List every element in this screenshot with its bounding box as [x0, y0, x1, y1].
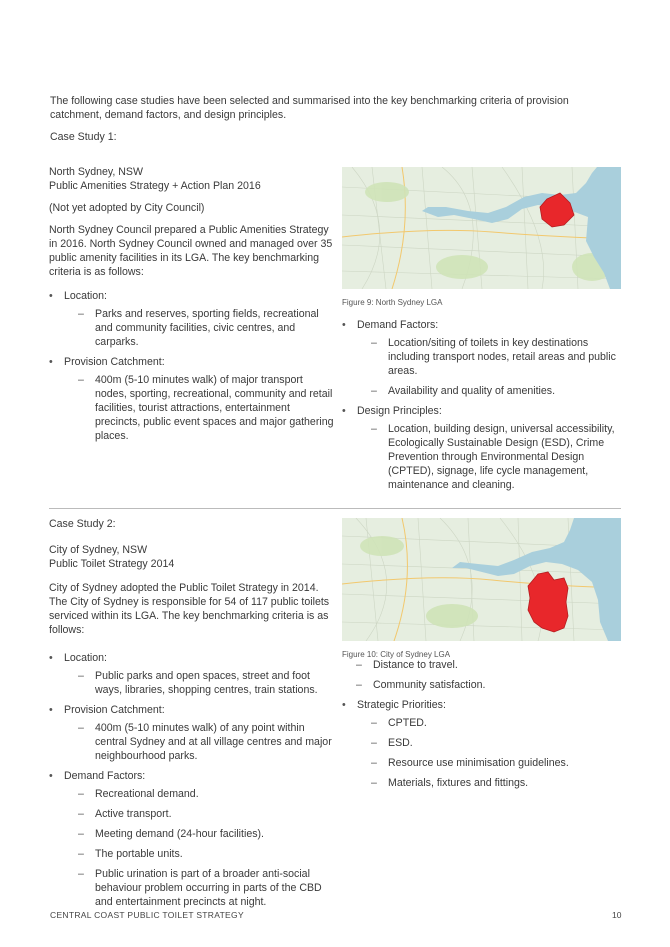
case-1-demand-label: Demand Factors:	[357, 319, 439, 331]
case-2-strategic-criterion	[342, 698, 627, 790]
list-item: – CPTED.	[357, 716, 627, 730]
case-1-location-criterion	[49, 289, 334, 349]
page-number: 10	[612, 910, 622, 920]
case-1-design-label: Design Principles:	[357, 405, 442, 417]
case-1-catchment-criterion	[49, 355, 334, 443]
case-2-catchment-criterion	[49, 703, 334, 763]
case-2-catchment-items	[64, 721, 334, 763]
list-item: – 400m (5-10 minutes walk) of major transport nodes, sporting, recreational, community and retail facilities, tourist attractions, entertainment precincts, public event spaces and major gathering places.	[64, 373, 334, 443]
figure-10-caption: Figure 10: City of Sydney LGA	[342, 650, 451, 659]
case-2-strategic-label: Strategic Priorities:	[357, 699, 446, 711]
case-2-location-criterion	[49, 651, 334, 697]
case-2-criteria-list	[49, 651, 334, 909]
list-item: – Public urination is part of a broader anti-social behaviour problem occurring in parts of the CBD and entertainment precincts at night.	[64, 867, 334, 909]
case-2-title: Public Toilet Strategy 2014	[49, 558, 175, 570]
case-1-demand-items	[357, 336, 627, 398]
case-study-1-right-column	[342, 318, 627, 498]
list-item: – Availability and quality of amenities.	[357, 384, 627, 398]
case-1-location-label: Location:	[64, 290, 107, 302]
case-study-2-left-column	[49, 517, 334, 915]
case-1-location-line: North Sydney, NSW	[49, 166, 143, 178]
list-item: – Community satisfaction.	[342, 678, 627, 692]
north-sydney-lga-map	[342, 167, 621, 289]
case-2-location-label: Location:	[64, 652, 107, 664]
case-2-catchment-label: Provision Catchment:	[64, 704, 165, 716]
section-divider	[49, 508, 621, 509]
case-study-1-heading: Case Study 1:	[50, 131, 117, 143]
case-study-2-right-column	[342, 658, 627, 796]
case-1-criteria-list	[49, 289, 334, 443]
case-2-demand-items-cont	[342, 658, 627, 692]
case-2-demand-criterion	[49, 769, 334, 909]
case-2-demand-items	[64, 787, 334, 909]
list-item: – Resource use minimisation guidelines.	[357, 756, 627, 770]
case-2-strategic-items	[357, 716, 627, 790]
case-2-demand-label: Demand Factors:	[64, 770, 146, 782]
case-1-design-items	[357, 422, 627, 492]
city-of-sydney-lga-map	[342, 518, 621, 641]
list-item: – ESD.	[357, 736, 627, 750]
intro-text: The following case studies have been selected and summarised into the key benchmarking criteria of provision catchment, demand factors, and design principles.	[50, 95, 569, 121]
list-item: – Meeting demand (24-hour facilities).	[64, 827, 334, 841]
list-item: – Recreational demand.	[64, 787, 334, 801]
list-item: – Location, building design, universal accessibility, Ecologically Sustainable Design (ESD), Crime Prevention through Environmental Design (CPTED), signage, life cycle management, maintenance and cleaning.	[357, 422, 627, 492]
case-1-design-criterion	[342, 404, 627, 492]
list-item: – The portable units.	[64, 847, 334, 861]
case-1-location-items	[64, 307, 334, 349]
north-sydney-map-graphic	[342, 167, 621, 289]
case-1-demand-criterion	[342, 318, 627, 398]
case-2-location-items	[64, 669, 334, 697]
city-of-sydney-map-graphic	[342, 518, 621, 641]
list-item: – Location/siting of toilets in key destinations including transport nodes, retail areas and public areas.	[357, 336, 627, 378]
case-1-title: Public Amenities Strategy + Action Plan 2016	[49, 180, 261, 192]
list-item: – Public parks and open spaces, street and foot ways, libraries, shopping centres, train stations.	[64, 669, 334, 697]
case-1-criteria-list-cont	[342, 318, 627, 492]
list-item: – Active transport.	[64, 807, 334, 821]
case-2-location-line: City of Sydney, NSW	[49, 544, 148, 556]
case-2-strategic-list	[342, 698, 627, 790]
list-item: – Distance to travel.	[342, 658, 627, 672]
case-1-catchment-items	[64, 373, 334, 443]
list-item: – Materials, fixtures and fittings.	[357, 776, 627, 790]
list-item: – Parks and reserves, sporting fields, recreational and community facilities, civic centres, and carparks.	[64, 307, 334, 349]
case-1-catchment-label: Provision Catchment:	[64, 356, 165, 368]
case-study-2-heading: Case Study 2:	[49, 518, 116, 530]
list-item: – 400m (5-10 minutes walk) of any point within central Sydney and at all village centres and major neighbourhood parks.	[64, 721, 334, 763]
case-1-status: (Not yet adopted by City Council)	[49, 202, 205, 214]
case-study-1-left-column	[49, 165, 334, 449]
footer-title: CENTRAL COAST PUBLIC TOILET STRATEGY	[50, 910, 244, 920]
case-2-description: City of Sydney adopted the Public Toilet Strategy in 2014. The City of Sydney is responsible for 54 of 117 public toilets serviced within its LGA. The key benchmarking criteria is as follows:	[49, 582, 330, 636]
figure-9-caption: Figure 9: North Sydney LGA	[342, 298, 443, 307]
case-1-description: North Sydney Council prepared a Public Amenities Strategy in 2016. North Sydney Council owned and managed over 35 public amenity facilities in its LGA. The key benchmarking criteria is as follows:	[49, 224, 333, 278]
